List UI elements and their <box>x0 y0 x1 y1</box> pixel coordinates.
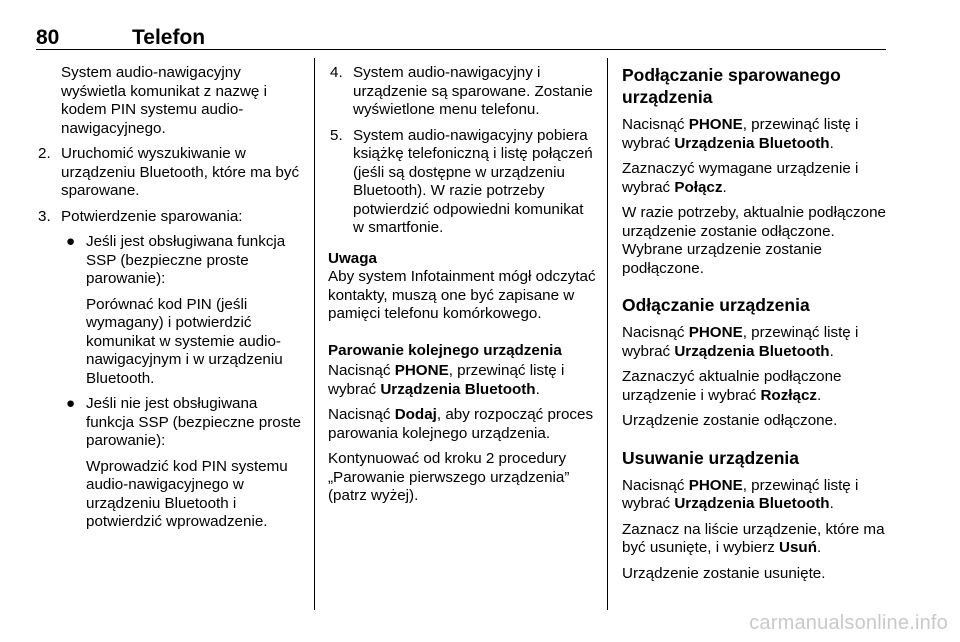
bullet-text: Jeśli jest obsługiwana funkcja SSP (bezpieczne proste parowanie): <box>86 233 286 287</box>
menu-label-bluetooth-devices: Urządzenia Bluetooth <box>674 342 830 360</box>
paragraph: Nacisnąć PHONE, przewinąć listę i wybrać Urządzenia Bluetooth. <box>622 476 859 512</box>
paragraph: Zaznacz na liście urządzenie, które ma być usunięte, i wybierz Usuń. <box>622 520 885 556</box>
step-number: 5. <box>330 126 343 144</box>
column-3 <box>622 64 886 590</box>
page-number: 80 <box>36 26 60 49</box>
section-heading-connect: Podłączanie sparowanego urządzenia <box>622 65 841 107</box>
paragraph: Nacisnąć PHONE, przewinąć listę i wybrać Urządzenia Bluetooth. <box>622 116 859 152</box>
section-heading-disconnect: Odłączanie urządzenia <box>622 295 810 315</box>
note-title: Uwaga <box>328 249 377 267</box>
paragraph: W razie potrzeby, aktualnie podłączone urządzenie zostanie odłączone. Wybrane urządzenie zostanie podłączone. <box>622 204 886 277</box>
button-label-phone: PHONE <box>688 476 743 494</box>
bullet-icon: ● <box>66 233 76 250</box>
bullet-icon: ● <box>66 395 76 412</box>
button-label-phone: PHONE <box>394 362 449 379</box>
bullet-subtext: Porównać kod PIN (jeśli wymagany) i potwierdzić komunikat w systemie audio-nawigacyjnym i w urządzeniu Bluetooth. <box>86 295 283 387</box>
bullet-text: Jeśli nie jest obsługiwana funkcja SSP (bezpieczne proste parowanie): <box>86 395 301 449</box>
chapter-title: Telefon <box>132 26 206 49</box>
button-label-phone: PHONE <box>688 324 743 341</box>
page-header <box>36 26 886 50</box>
step-3-bullets <box>36 233 304 532</box>
section-heading-remove: Usuwanie urządzenia <box>622 447 799 468</box>
step-4 <box>328 64 596 120</box>
note-body: Aby system Infotainment mógł odczytać kontakty, muszą one być zapisane w pamięci telefonu komórkowego. <box>328 268 596 322</box>
column-2 <box>328 64 596 513</box>
bullet-ssp-supported <box>61 233 304 388</box>
step-text: System audio-nawigacyjny pobiera książkę telefoniczną i listę połączeń (jeśli są dostępne w urządzeniu Bluetooth). W razie potrzeby potwierdzić odpowiedni komunikat w smartfonie. <box>353 126 593 236</box>
step-number: 2. <box>38 145 51 162</box>
menu-label-add: Dodaj <box>394 406 437 423</box>
menu-label-bluetooth-devices: Urządzenia Bluetooth <box>674 495 830 512</box>
step-5 <box>328 127 596 238</box>
step-text: System audio-nawigacyjny i urządzenie są sparowane. Zostanie wyświetlone menu telefonu. <box>353 64 593 118</box>
paragraph: Urządzenie zostanie odłączone. <box>622 412 838 429</box>
paragraph: Nacisnąć PHONE, przewinąć listę i wybrać Urządzenia Bluetooth. <box>622 324 859 360</box>
paragraph: Urządzenie zostanie usunięte. <box>622 564 826 582</box>
column-divider-2 <box>607 58 608 610</box>
paragraph: Zaznaczyć aktualnie podłączone urządzenie i wybrać Rozłącz. <box>622 368 842 404</box>
paragraph: Kontynuować od kroku 2 procedury „Parowanie pierwszego urządzenia” (patrz wyżej). <box>328 450 570 504</box>
button-label-phone: PHONE <box>688 116 743 133</box>
paragraph: Zaznaczyć wymagane urządzenie i wybrać Połącz. <box>622 160 859 196</box>
watermark: carmanualsonline.info <box>749 612 948 634</box>
column-divider-1 <box>314 58 315 610</box>
step-text: Uruchomić wyszukiwanie w urządzeniu Bluetooth, które ma być sparowane. <box>61 145 300 199</box>
menu-label-disconnect: Rozłącz <box>760 386 817 404</box>
step-2 <box>36 145 304 201</box>
menu-label-bluetooth-devices: Urządzenia Bluetooth <box>380 380 536 398</box>
step1-continuation: System audio-nawigacyjny wyświetla komunikat z nazwę i kodem PIN systemu audio-nawigacyjnego. <box>61 64 267 137</box>
paragraph: Nacisnąć Dodaj, aby rozpocząć proces parowania kolejnego urządzenia. <box>328 406 594 442</box>
section-heading-pair-next: Parowanie kolejnego urządzenia <box>328 341 562 359</box>
step-3 <box>36 208 304 227</box>
header-rule <box>36 49 886 50</box>
menu-label-bluetooth-devices: Urządzenia Bluetooth <box>674 134 830 152</box>
paragraph: Nacisnąć PHONE, przewinąć listę i wybrać Urządzenia Bluetooth. <box>328 362 565 398</box>
bullet-ssp-not-supported <box>61 395 304 532</box>
column-1 <box>36 64 304 539</box>
step-text: Potwierdzenie sparowania: <box>61 207 243 225</box>
bullet-subtext: Wprowadzić kod PIN systemu audio-nawigacyjnego w urządzeniu Bluetooth i potwierdzić wprowadzenie. <box>86 457 288 530</box>
step-number: 4. <box>330 64 343 81</box>
step-number: 3. <box>38 207 51 225</box>
menu-label-remove: Usuń <box>779 539 817 556</box>
menu-label-connect: Połącz <box>674 178 723 196</box>
